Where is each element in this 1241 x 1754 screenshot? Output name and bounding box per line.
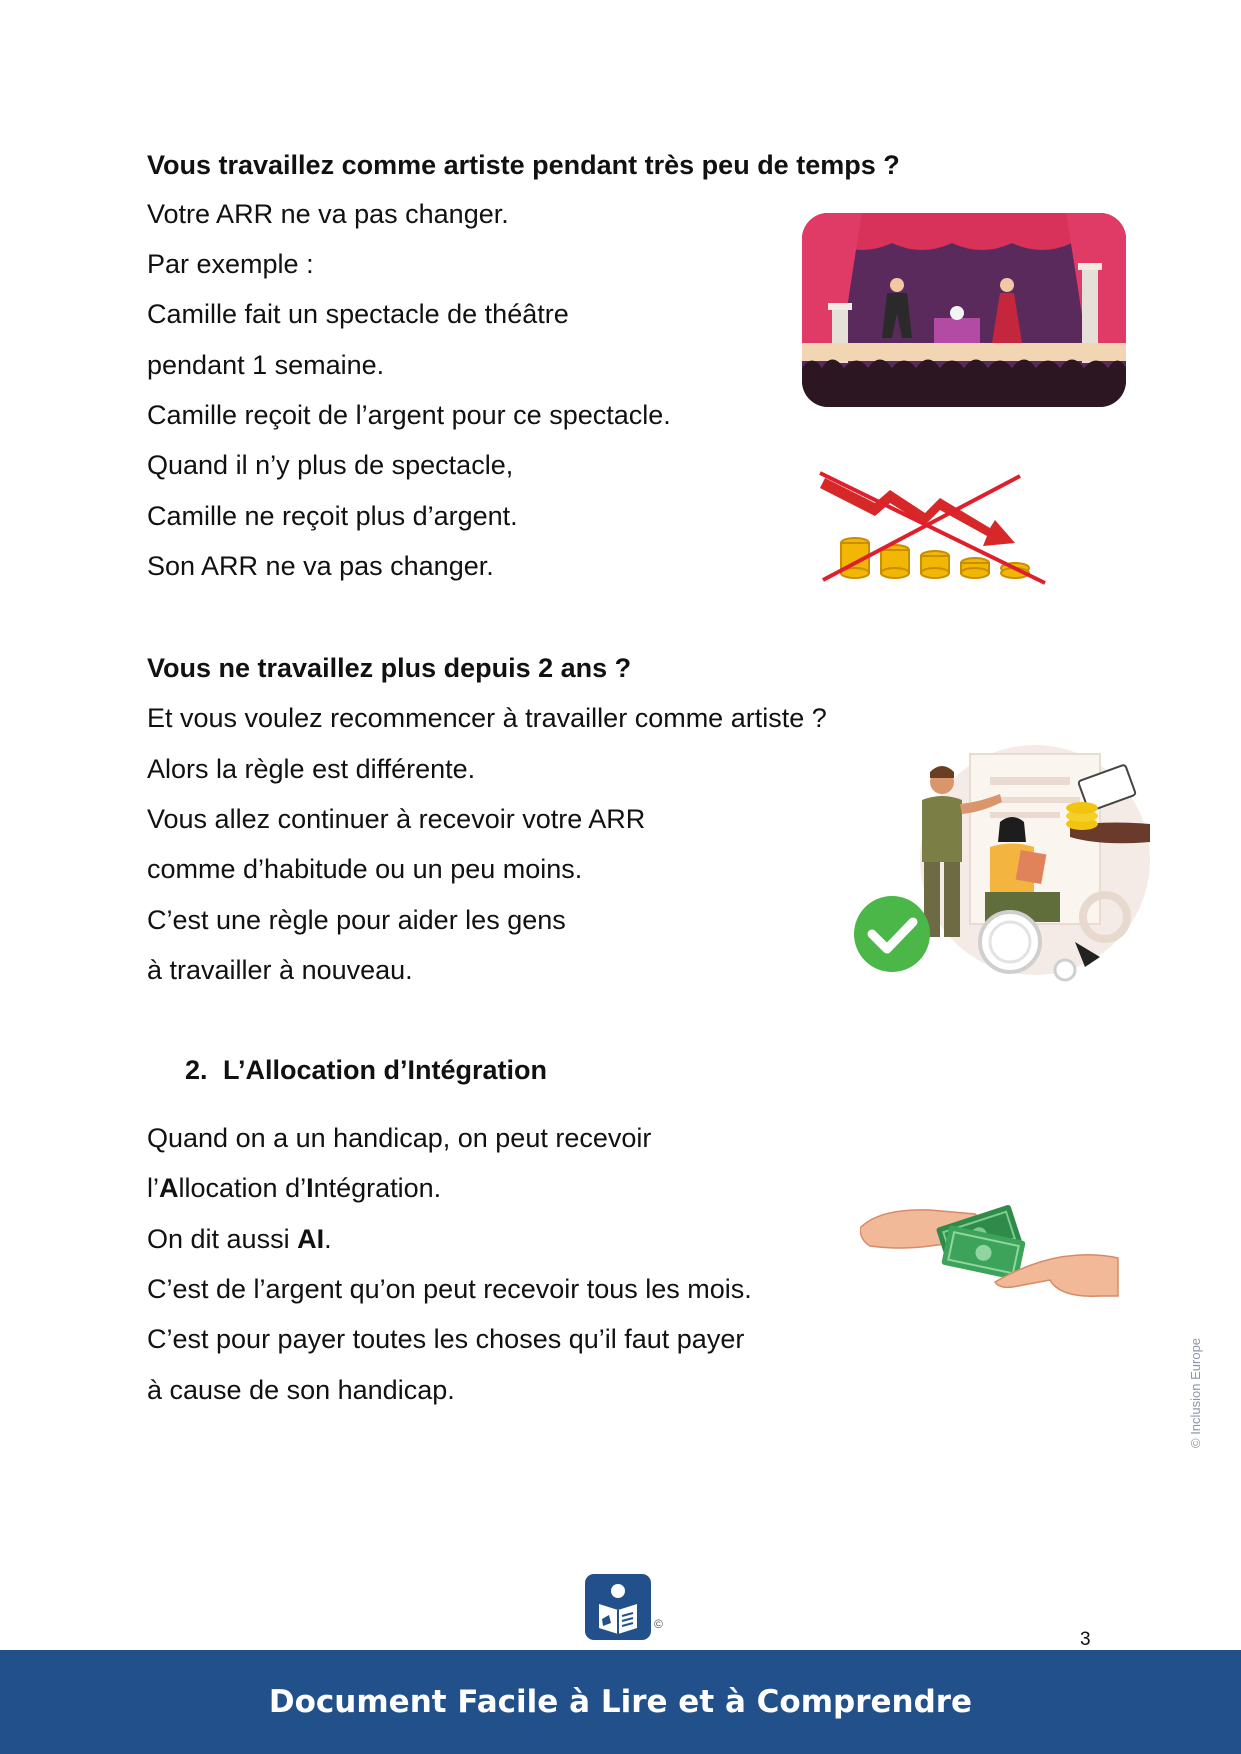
text-fragment: llocation d’	[178, 1173, 307, 1203]
section-number: 2.	[185, 1055, 208, 1085]
text-line: Camille reçoit de l’argent pour ce spectacle.	[147, 400, 671, 430]
section-title	[185, 1054, 547, 1086]
text-line: comme d’habitude ou un peu moins.	[147, 854, 583, 884]
money-handover-illustration	[860, 1190, 1120, 1306]
copyright-mark: ©	[654, 1617, 663, 1631]
text-fragment: .	[324, 1224, 332, 1254]
text-line: Vous allez continuer à recevoir votre ARR	[147, 804, 646, 834]
section-title-text: L’Allocation d’Intégration	[223, 1055, 547, 1085]
text-line: Alors la règle est différente.	[147, 754, 476, 784]
page-number: 3	[1080, 1629, 1091, 1650]
text-line	[147, 1172, 441, 1204]
bold-letter: A	[159, 1173, 179, 1203]
bold-abbreviation: AI	[297, 1224, 325, 1254]
theater-stage-illustration	[802, 213, 1126, 407]
text-line: Par exemple :	[147, 249, 314, 279]
text-line: à cause de son handicap.	[147, 1375, 455, 1405]
text-fragment: On dit aussi	[147, 1224, 298, 1254]
support-people-illustration	[850, 742, 1152, 992]
section-heading: Vous ne travaillez plus depuis 2 ans ?	[147, 653, 632, 683]
text-line	[147, 1223, 332, 1255]
text-line: pendant 1 semaine.	[147, 350, 385, 380]
text-line: Son ARR ne va pas changer.	[147, 551, 494, 581]
text-fragment: ntégration.	[313, 1173, 442, 1203]
text-line: Camille ne reçoit plus d’argent.	[147, 501, 518, 531]
crossed-decreasing-money-icon	[815, 468, 1055, 588]
text-line: Quand il n’y plus de spectacle,	[147, 450, 514, 480]
easy-to-read-logo	[585, 1574, 651, 1640]
text-line: Camille fait un spectacle de théâtre	[147, 299, 569, 329]
text-line: C’est pour payer toutes les choses qu’il faut payer	[147, 1324, 745, 1354]
text-line: C’est une règle pour aider les gens	[147, 905, 566, 935]
footer-text: Document Facile à Lire et à Comprendre	[268, 1684, 973, 1720]
text-line: Et vous voulez recommencer à travailler comme artiste ?	[147, 703, 827, 733]
watermark: © Inclusion Europe	[1188, 1337, 1203, 1448]
text-line: Votre ARR ne va pas changer.	[147, 199, 509, 229]
section-heading: Vous travaillez comme artiste pendant très peu de temps ?	[147, 150, 900, 180]
text-fragment: l’	[147, 1173, 159, 1203]
text-line: C’est de l’argent qu’on peut recevoir tous les mois.	[147, 1274, 752, 1304]
footer-banner	[0, 1650, 1241, 1754]
text-line: à travailler à nouveau.	[147, 955, 413, 985]
text-line: Quand on a un handicap, on peut recevoir	[147, 1123, 652, 1153]
bold-letter: I	[306, 1173, 314, 1203]
